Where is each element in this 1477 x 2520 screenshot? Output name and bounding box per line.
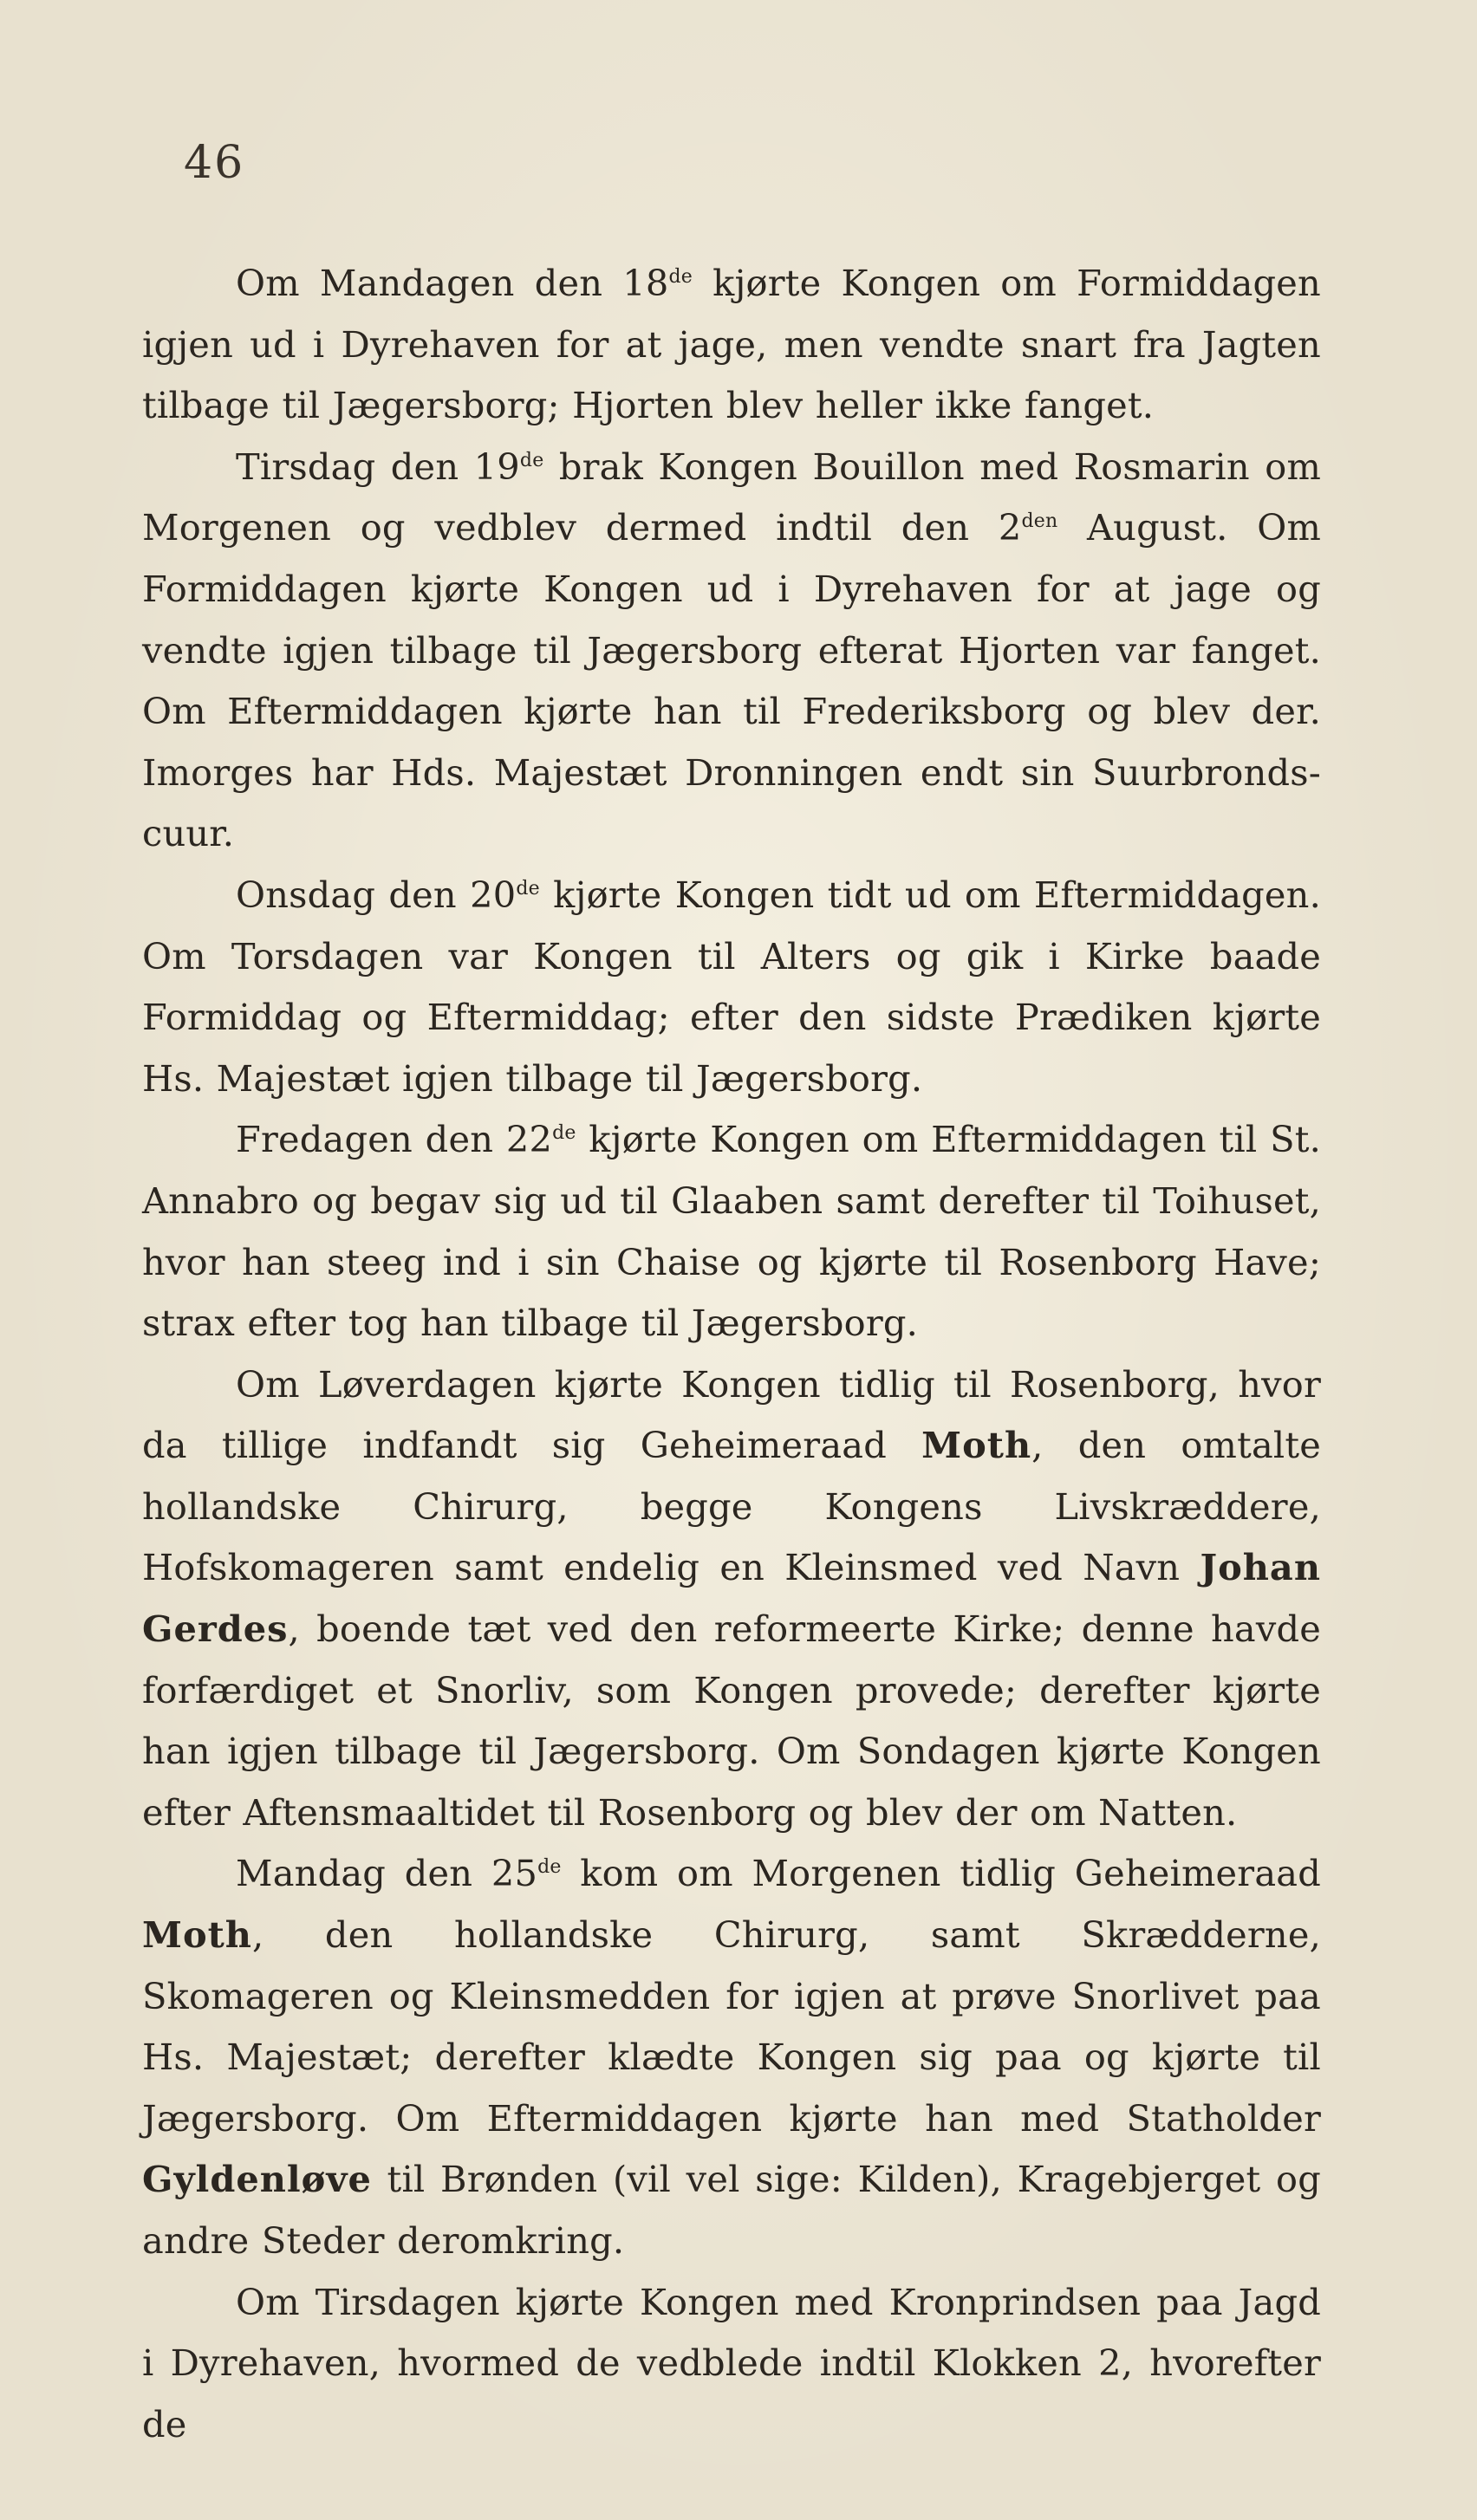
paragraph [142,437,1321,865]
ordinal-suffix: de [516,878,540,900]
text-run: , den hollandske Chirurg, samt Skrædderne, Skomageren og Kleinsmedden for igjen at prøve Snorlivet paa Hs. Majestæt; derefter klædte Kongen sig paa og kjørte til Jægersborg. Om Eftermiddagen kjørte han med Statholder [142,1913,1321,2140]
text-run: August. Om Formiddagen kjørte Kongen ud i Dyrehaven for at jage og vendte igjen tilbage til Jægersborg efterat Hjorten var fanget. Om Eftermiddagen kjørte han til Frederiksborg og blev der. Imorges har Hds. Majestæt Dronningen endt sin Suurbronds-cuur. [142,506,1321,855]
text-run: kjørte Kongen tidt ud om Eftermiddagen. Om Torsdagen var Kongen til Alters og gik i Kirke baade Formiddag og Eftermiddag; efter den sidste Prædiken kjørte Hs. Majestæt igjen tilbage til Jægersborg. [142,873,1321,1100]
text-run: Tirsdag den 19 [236,445,520,488]
paragraph [142,1109,1321,1354]
text-run: , boende tæt ved den reformeerte Kirke; denne havde forfærdiget et Snorliv, som Kongen provede; derefter kjørte han igjen tilbage til Jægersborg. Om Sondagen kjørte Kongen efter Aftensmaaltidet til Rosenborg og blev der om Natten. [142,1607,1321,1834]
text-run: Om Mandagen den 18 [236,262,669,304]
page-number: 46 [184,137,245,189]
paragraph [142,865,1321,1109]
text-run: til Brønden (vil vel sige: Kilden), Kragebjerget og andre Steder deromkring. [142,2158,1321,2262]
paragraph [142,1843,1321,2271]
text-run: brak Kongen Bouillon med Rosmarin om Morgenen og vedblev dermed indtil den 2 [142,445,1321,549]
paragraph [142,2272,1321,2456]
text-run: kjørte Kongen om Formiddagen igjen ud i Dyrehaven for at jage, men vendte snart fra Jagten tilbage til Jægersborg; Hjorten blev heller ikke fanget. [142,262,1321,427]
text-run: Onsdag den 20 [236,873,517,916]
person-name: Moth [921,1424,1032,1467]
ordinal-suffix: den [1021,510,1058,533]
text-run: Mandag den 25 [236,1852,538,1895]
person-name: Johan Gerdes [142,1546,1321,1651]
text-run: Om Tirsdagen kjørte Kongen med Kronprindsen paa Jagd i Dyrehaven, hvormed de vedblede indtil Klokken 2, hvorefter de [142,2280,1321,2445]
person-name: Moth [142,1913,252,1957]
text-run: , den omtalte hollandske Chirurg, begge Kongens Livskræddere, Hofskomageren samt endelig en Kleinsmed ved Navn [142,1424,1321,1589]
text-run: Fredagen den 22 [236,1118,553,1161]
ordinal-suffix: de [537,1856,562,1879]
body-text [142,253,1321,2455]
paragraph [142,253,1321,437]
person-name: Gyldenløve [142,2158,372,2201]
text-run: Om Løverdagen kjørte Kongen tidlig til Rosenborg, hvor da tillige indfandt sig Geheimeraad [142,1362,1321,1467]
ordinal-suffix: de [552,1122,576,1145]
ordinal-suffix: de [519,449,544,471]
paragraph [142,1354,1321,1844]
ordinal-suffix: de [668,266,693,289]
text-run: kjørte Kongen om Eftermiddagen til St. Annabro og begav sig ud til Glaaben samt derefter til Toihuset, hvor han steeg ind i sin Chaise og kjørte til Rosenborg Have; strax efter tog han tilbage til Jægersborg. [142,1118,1321,1345]
text-run: kom om Morgenen tidlig Geheimeraad [561,1852,1321,1895]
